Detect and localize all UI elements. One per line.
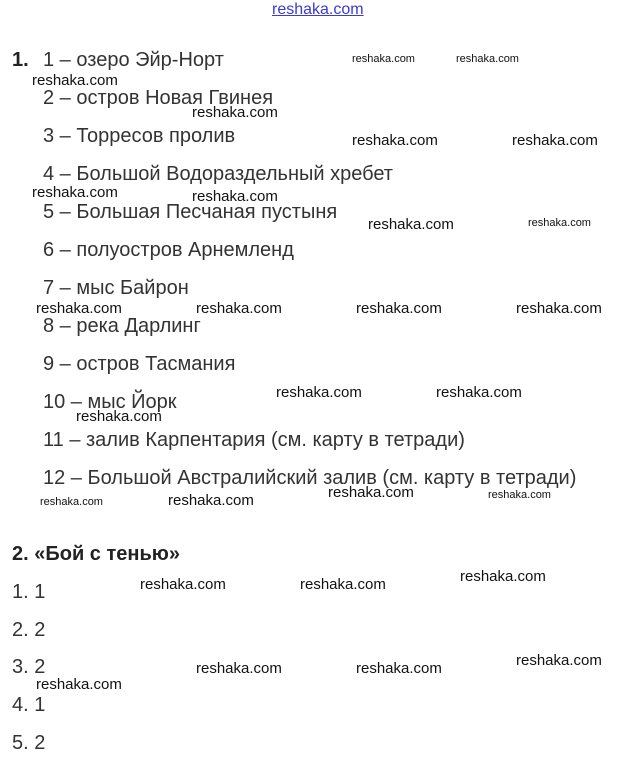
- quiz-answer-1: 1. 1: [12, 581, 46, 603]
- watermark: reshaka.com: [40, 496, 103, 508]
- watermark: reshaka.com: [196, 300, 282, 317]
- answer-line-12: 12 – Большой Австралийский залив (см. карту в тетради): [43, 467, 577, 489]
- watermark: reshaka.com: [32, 184, 118, 201]
- watermark: reshaka.com: [36, 300, 122, 317]
- watermark: reshaka.com: [368, 216, 454, 233]
- answer-line-10: 10 – мыс Йорк: [43, 391, 177, 413]
- watermark: reshaka.com: [32, 72, 118, 89]
- watermark: reshaka.com: [516, 652, 602, 669]
- watermark: reshaka.com: [352, 53, 415, 65]
- watermark: reshaka.com: [456, 53, 519, 65]
- answer-line-4: 4 – Большой Водораздельный хребет: [43, 163, 393, 185]
- quiz-answer-5: 5. 2: [12, 732, 46, 754]
- watermark: reshaka.com: [436, 384, 522, 401]
- header-site-link[interactable]: reshaka.com: [272, 1, 364, 18]
- answer-line-5: 5 – Большая Песчаная пустыня: [43, 201, 338, 223]
- watermark: reshaka.com: [276, 384, 362, 401]
- answer-line-2: 2 – остров Новая Гвинея: [43, 87, 274, 109]
- answer-line-3: 3 – Торресов пролив: [43, 125, 236, 147]
- watermark: reshaka.com: [192, 104, 278, 121]
- watermark: reshaka.com: [352, 132, 438, 149]
- watermark: reshaka.com: [300, 576, 386, 593]
- answer-line-7: 7 – мыс Байрон: [43, 277, 189, 299]
- watermark: reshaka.com: [488, 489, 551, 501]
- watermark: reshaka.com: [196, 660, 282, 677]
- watermark: reshaka.com: [512, 132, 598, 149]
- answer-line-11: 11 – залив Карпентария (см. карту в тетради): [43, 429, 465, 451]
- quiz-answer-4: 4. 1: [12, 694, 46, 716]
- watermark: reshaka.com: [328, 484, 414, 501]
- watermark: reshaka.com: [516, 300, 602, 317]
- watermark: reshaka.com: [36, 676, 122, 693]
- watermark: reshaka.com: [76, 408, 162, 425]
- watermark: reshaka.com: [168, 492, 254, 509]
- watermark: reshaka.com: [460, 568, 546, 585]
- answer-line-8: 8 – река Дарлинг: [43, 315, 201, 337]
- quiz-answer-3: 3. 2: [12, 656, 46, 678]
- answer-line-9: 9 – остров Тасмания: [43, 353, 236, 375]
- answer-line-1: 1 – озеро Эйр-Норт: [43, 49, 224, 71]
- section-1-number: 1.: [12, 49, 29, 71]
- watermark: reshaka.com: [528, 217, 591, 229]
- quiz-answer-2: 2. 2: [12, 619, 46, 641]
- watermark: reshaka.com: [192, 188, 278, 205]
- answer-line-6: 6 – полуостров Арнемленд: [43, 239, 294, 261]
- section-2-heading: 2. «Бой с тенью»: [12, 543, 180, 565]
- watermark: reshaka.com: [356, 300, 442, 317]
- watermark: reshaka.com: [140, 576, 226, 593]
- watermark: reshaka.com: [356, 660, 442, 677]
